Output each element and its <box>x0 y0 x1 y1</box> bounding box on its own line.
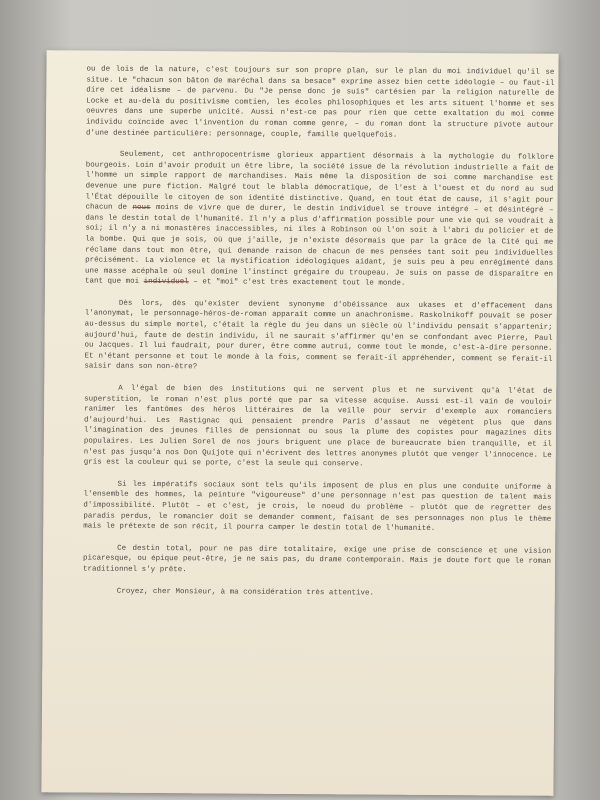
paragraph-1: ou de lois de la nature, c'est toujours sur son propre plan, sur le plan du moi individuel qu'il se situe. Le "chacun son bâton de maréchal dans sa besace" exprime assez bien cette idéologie – ou faut-il dire cet idéalisme – de parvenu. Du "Je pense donc je suis" cartésien par la religion naturelle de Locke et au-delà du positivisme comtien, les écoles philosophiques et les arts situent l'homme et ses oeuvres dans une superbe unicité. Aussi n'est-ce pas pour rien que cette exaltation du moi comme individu coïncide avec l'invention du roman comme genre, – du roman dont la structure pivote autour d'une destinée particulière: personnage, couple, famille quelquefois. <box>85 65 555 140</box>
paragraph-3: Dès lors, dès qu'exister devient synonyme d'obéissance aux ukases et d'effacement dans l'anonymat, le personnage-héros-de-roman apparaît comme un anachronisme. Raskolnikoff pouvait se poser au-dessus du simple mortel, c'était la règle du jeu dans un siècle où l'individu pensait s'appartenir; aujourd'hui, faute de destin individu, il ne saurait s'affirmer qu'en se confondant avec Pierre, Paul ou Jacques. Il lui faudrait, pour durer, être comme autrui, comme tout le monde, c'est-à-dire personne. Et n'étant personne et tout le monde à la fois, comment se ferait-il appréhender, comment se ferait-il saisir dans son non-être? <box>84 299 553 372</box>
paragraph-2 <box>85 150 554 291</box>
letter-body <box>83 65 555 600</box>
paragraph-6: Ce destin total, pour ne pas dire totalitaire, exige une prise de conscience et une vision picaresque, ou épique peut-être, je ne sais pas, du drame contemporain. Mais je doute fort que le roman traditionnel s'y prête. <box>82 544 552 575</box>
typewritten-page <box>41 50 558 796</box>
paragraph-5: Si les impératifs sociaux sont tels qu'ils imposent de plus en plus une conduite uniforme à l'ensemble des hommes, la peinture "vigoureuse" d'une personnage n'est pas question de talent mais d'impossibilité. Plutôt – et c'est, je crois, le noeud du problème – plutôt que de regretter des paradis perdus, le romancier doit se demander comment, faisant de ses personnages non plus le thème mais le prétexte de son récit, il pourra camper le destin total de l'humanité. <box>83 480 552 534</box>
paragraph-2-text-b: moins de vivre que de durer, le destin individuel se trouve intégré – et désintégré – dans le destin total de l'humanité. Il n'y a plus d'affirmation possible pour une vie qui se voudrait à soi; il n'y a ni monastères inaccessibles, ni îles à Robinson où l'on soit à l'abri du policier et de la bombe. Qui que je sois, où que j'aille, je n'existe désormais que par la grâce de la Cité qui me réclame dans tout mon être, qui demande raison de chacun de mes pensées tant soit peu individuelles précisément. La violence et la mystification idéologiques aidant, je suis peu à peu enrégimenté dans une masse acéphale où seul domine l'instinct grégaire du troupeau. Je suis on passe de disparaître en tant que moi <box>84 204 554 287</box>
closing-salutation: Croyez, cher Monsieur, à ma considération très attentive. <box>116 587 375 598</box>
struck-word-individuel: individuel <box>143 278 189 287</box>
paragraph-4: A l'égal de bien des institutions qui ne servent plus et ne survivent qu'à l'état de superstition, le roman n'est plus porté que par sa vitesse acquise. Aussi est-il vain de vouloir ranimer les fantômes des héros littéraires de la veille pour servir d'exemple aux romanciers d'aujourd'hui. Les Rastignac qui pensaient prendre Paris d'assaut ne végètent plus que dans l'imagination des jeunes filles de pensionnat ou sous la plume des copistes pour magazines dits populaires. Les Julien Sorel de nos jours briguent une place de bureaucrate bien tranquille, et il n'est pas jusqu'à nos Don Quijote qui n'écrivent des lettres anonymes plutôt que venger l'innocence. Le gris est la couleur qui se porte, c'est la seule qui conserve. <box>83 384 553 469</box>
paragraph-2-text-c: – et "moi" c'est très exactement tout le monde. <box>193 278 406 289</box>
paragraph-2-text-a: Seulement, cet anthropocentrisme glorieux appartient désormais à la mythologie du folklore bourgeois. Loin d'avoir produit un être libre, la société issue de la révolution industrielle a fait de l'homme un simple rapport de marchandises. Mais même la disposition de soi comme marchandise est devenue une pure fiction. Malgré tout le blabla démocratique, de l'est à l'ouest et du nord au sud l'État dépouille le citoyen de son identité distinctive. Quand, en tout état de cause, il s'agit pour chacun de <box>85 150 554 212</box>
struck-word-nous: nous <box>132 203 151 213</box>
